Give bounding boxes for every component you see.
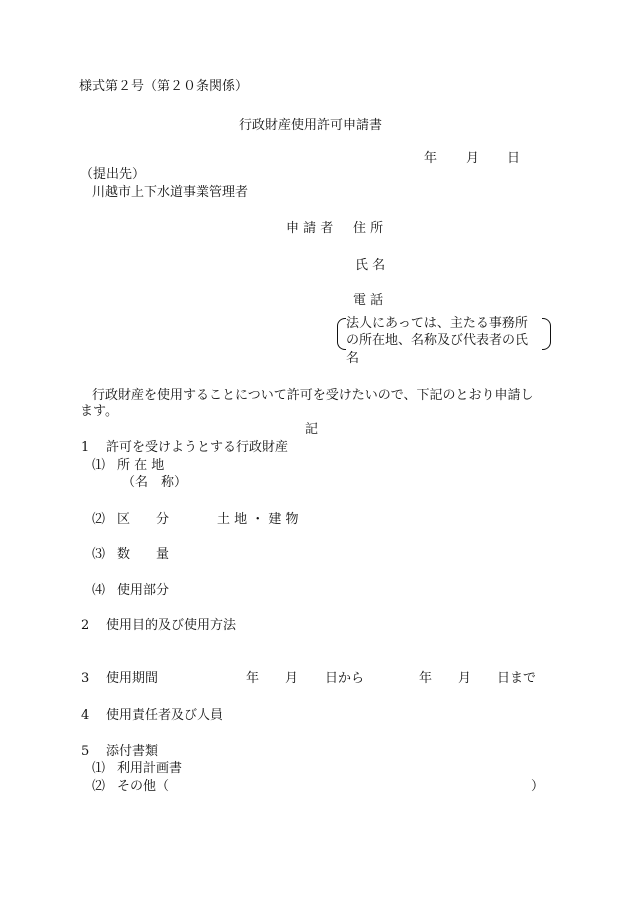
applicant-label: 申 請 者 <box>286 221 334 236</box>
section-1-name-label: （名 称） <box>122 475 188 490</box>
section-1-quantity-label: 数 量 <box>117 547 170 562</box>
section-5-item-2-number: ⑵ <box>92 779 106 794</box>
period-to-month: 月 <box>458 671 472 686</box>
section-1-number: 1 <box>81 440 90 455</box>
period-from-year: 年 <box>246 671 260 686</box>
body-line-1: 行政財産を使用することについて許可を受けたいので、下記のとおり申請し <box>92 388 534 403</box>
section-1-usage-area-label: 使用部分 <box>117 583 170 598</box>
note-bracket-left <box>337 318 346 350</box>
recipient-label: （提出先） <box>80 167 146 182</box>
date-day: 日 <box>507 151 521 166</box>
section-4-number: 4 <box>81 708 90 723</box>
applicant-note-line3: 名 <box>346 351 360 366</box>
section-3-title: 使用期間 <box>106 671 159 686</box>
section-2-title: 使用目的及び使用方法 <box>106 618 237 633</box>
section-3-number: 3 <box>81 671 90 686</box>
recipient-name: 川越市上下水道事業管理者 <box>92 185 249 200</box>
period-to-year: 年 <box>419 671 433 686</box>
applicant-name-label: 氏 名 <box>355 258 386 273</box>
section-5-other-label: その他（ <box>117 779 170 794</box>
section-5-plan-label: 利用計画書 <box>117 761 183 776</box>
applicant-note-line2: の所在地、名称及び代表者の氏 <box>346 333 529 348</box>
section-1-item-3-number: ⑶ <box>92 547 106 562</box>
section-5-title: 添付書類 <box>106 744 159 759</box>
section-1-item-1-number: ⑴ <box>92 458 106 473</box>
section-1-title: 許可を受けようとする行政財産 <box>106 440 289 455</box>
applicant-address-label: 住 所 <box>353 221 384 236</box>
date-year: 年 <box>424 151 438 166</box>
date-month: 月 <box>466 151 480 166</box>
section-1-item-4-number: ⑷ <box>92 583 106 598</box>
note-bracket-right <box>542 318 551 350</box>
applicant-note-line1: 法人にあっては、主たる事務所 <box>346 316 528 331</box>
document-title: 行政財産使用許可申請書 <box>239 118 383 133</box>
section-5-item-1-number: ⑴ <box>92 761 106 776</box>
period-from-day: 日から <box>325 671 365 686</box>
body-line-2: ます。 <box>80 404 118 419</box>
section-1-item-2-number: ⑵ <box>92 512 106 527</box>
applicant-phone-label: 電 話 <box>353 293 384 308</box>
form-number: 様式第２号（第２０条関係） <box>79 79 249 94</box>
section-1-category-label: 区 分 <box>117 512 170 527</box>
section-2-number: 2 <box>81 618 90 633</box>
section-5-other-close-paren: ） <box>531 779 545 794</box>
ki-heading: 記 <box>305 422 319 437</box>
period-to-day: 日まで <box>497 671 537 686</box>
section-1-location-label: 所 在 地 <box>117 458 165 473</box>
section-1-category-value: 土 地 ・ 建 物 <box>217 512 299 527</box>
section-4-title: 使用責任者及び人員 <box>106 708 224 723</box>
section-5-number: 5 <box>81 744 90 759</box>
period-from-month: 月 <box>285 671 299 686</box>
